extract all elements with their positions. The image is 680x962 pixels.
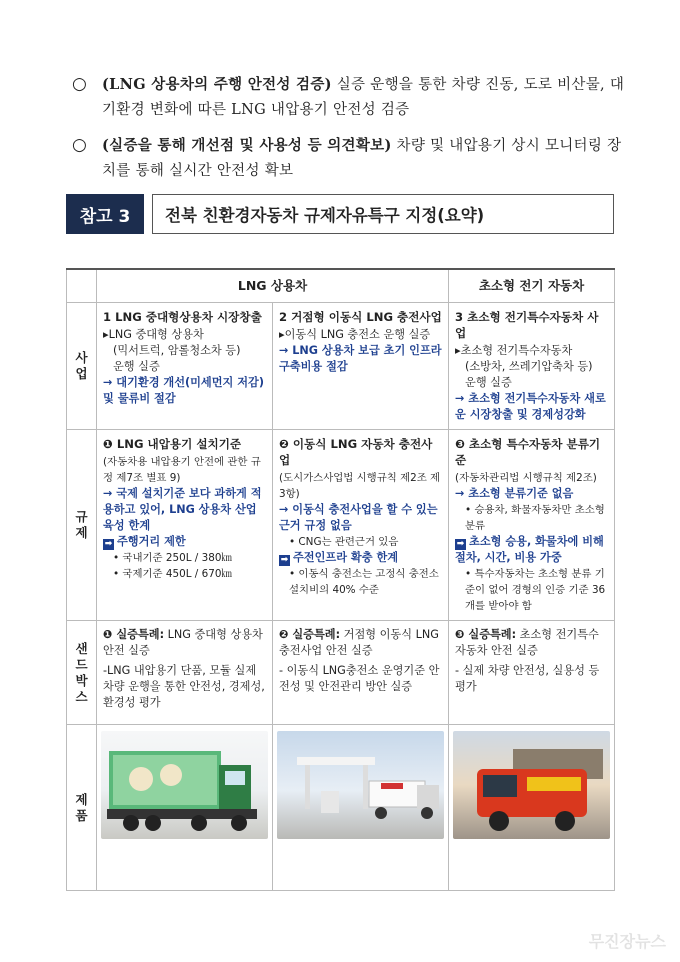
- intro-bullet-1: [72, 72, 632, 123]
- row-label: 사업: [67, 303, 97, 430]
- cell-bullet: • 승용차, 화물자동차만 초소형 분류: [465, 504, 605, 532]
- cell-title-rest: 초소형 전기특수자동차 안전 실증: [455, 628, 599, 657]
- business-cell-1: [97, 303, 273, 430]
- reference-header: [66, 194, 614, 234]
- cell-line: 운행 실증: [113, 360, 160, 373]
- cell-box-text: 주전인프라 확충 한계: [293, 551, 399, 564]
- cell-text: - 실제 차량 안전성, 실용성 등 평가: [455, 664, 600, 693]
- small-ev-firetruck-photo: [453, 731, 610, 839]
- table-corner: [67, 269, 97, 303]
- intro-bullets: [72, 72, 632, 194]
- business-cell-3: [449, 303, 615, 430]
- cell-title: ❷ 이동식 LNG 자동차 충전사업: [279, 437, 433, 467]
- row-business: [67, 303, 615, 430]
- summary-table: [66, 268, 615, 891]
- cell-title: 3 초소형 전기특수자동차 사업: [455, 310, 599, 340]
- cell-line: ▸초소형 전기특수자동차: [455, 344, 573, 357]
- cell-title: ❶ 실증특례:: [103, 628, 165, 641]
- cell-box-text: 초소형 승용, 화물차에 비해 절차, 시간, 비용 가중: [455, 535, 604, 564]
- lng-station-photo: [277, 731, 444, 839]
- row-sandbox: [67, 621, 615, 725]
- arrow-box-icon: ➡: [280, 555, 289, 565]
- cell-title: ❶ LNG 내압용기 설치기준: [103, 437, 242, 451]
- regulation-cell-1: [97, 430, 273, 621]
- row-label: 제 품: [67, 725, 97, 891]
- product-cell-2: [273, 725, 449, 891]
- cell-title: ❷ 실증특례:: [279, 628, 341, 641]
- cell-arrow-text: → 초소형 전기특수자동차 새로운 시장창출 및 경제성강화: [455, 392, 606, 421]
- bullet-heading: (LNG 상용차의 주행 안전성 검증): [102, 76, 332, 93]
- cell-title: 1 LNG 중대형상용차 시장창출: [103, 310, 262, 324]
- bullet-heading: (실증을 통해 개선점 및 사용성 등 의견확보): [102, 137, 392, 154]
- bullet-mark: ○: [72, 74, 87, 94]
- cell-sub: (도시가스사업법 시행규칙 제2조 제3항): [279, 472, 441, 500]
- cell-bullet: • CNG는 관련근거 있음: [289, 536, 399, 548]
- cell-line: (소방차, 쓰레기압축차 등): [465, 360, 593, 373]
- bullet-text: 차량 및 내압용기 상시 모니터링 장치를 통해 실시간 안전성 확보: [102, 138, 622, 179]
- row-label: 규제: [67, 430, 97, 621]
- regulation-cell-2: [273, 430, 449, 621]
- business-cell-2: [273, 303, 449, 430]
- cell-sub: (자동차관리법 시행규칙 제2조): [455, 472, 597, 484]
- cell-line: ▸LNG 중대형 상용차: [103, 328, 204, 341]
- row-label: 샌드 박스: [67, 621, 97, 725]
- cell-title: ❸ 실증특례:: [455, 628, 517, 641]
- cell-box-text: 주행거리 제한: [117, 535, 186, 548]
- regulation-cell-3: [449, 430, 615, 621]
- product-cell-1: [97, 725, 273, 891]
- cell-title: 2 거점형 이동식 LNG 충전사업: [279, 310, 442, 324]
- cell-text: -LNG 내압용기 단품, 모듈 실제 차량 운행을 통한 안전성, 경제성, 환경성 평가: [103, 664, 265, 709]
- header-lng: LNG 상용차: [97, 269, 449, 303]
- cell-arrow-text: → 이동식 충전사업을 할 수 있는 근거 규정 없음: [279, 503, 438, 532]
- sandbox-cell-3: [449, 621, 615, 725]
- cell-bullet: • 국내기준 250L / 380㎞: [113, 552, 232, 564]
- cell-bullet: • 이동식 충전소는 고정식 충전소 설치비의 40% 수준: [289, 568, 439, 596]
- cell-text: - 이동식 LNG충전소 운영기준 안전성 및 안전관리 방안 실증: [279, 664, 440, 693]
- intro-bullet-2: [72, 133, 632, 184]
- cell-arrow-text: → LNG 상용차 보급 초기 인프라 구축비용 절감: [279, 344, 442, 373]
- cell-bullet: • 특수자동차는 초소형 분류 기준이 없어 경형의 인증 기준 36개를 받아야 함: [465, 568, 606, 612]
- cell-line: 운행 실증: [465, 376, 512, 389]
- cell-title-rest: 거점형 이동식 LNG 충전사업 안전 실증: [279, 628, 439, 657]
- cell-sub: (자동차용 내압용기 안전에 관한 규정 제7조 별표 9): [103, 456, 261, 484]
- lng-truck-photo: [101, 731, 268, 839]
- header-small-ev: 초소형 전기 자동차: [449, 269, 615, 303]
- row-product: [67, 725, 615, 891]
- watermark: 무진장뉴스: [588, 932, 666, 951]
- cell-line: (믹서트럭, 암롤청소차 등): [113, 344, 241, 357]
- cell-arrow-text: → 대기환경 개선(미세먼지 저감) 및 물류비 절감: [103, 376, 264, 405]
- cell-arrow-text: → 초소형 분류기준 없음: [455, 487, 574, 500]
- product-cell-3: [449, 725, 615, 891]
- reference-tag: 참고 3: [66, 194, 144, 234]
- bullet-text: 실증 운행을 통한 차량 진동, 도로 비산물, 대기환경 변화에 따른 LNG 내압용기 안전성 검증: [102, 77, 625, 118]
- arrow-box-icon: ➡: [104, 539, 113, 549]
- sandbox-cell-2: [273, 621, 449, 725]
- cell-line: ▸이동식 LNG 충전소 운행 실증: [279, 328, 431, 341]
- sandbox-cell-1: [97, 621, 273, 725]
- reference-title: 전북 친환경자동차 규제자유특구 지정(요약): [152, 194, 614, 234]
- bullet-mark: ○: [72, 135, 87, 155]
- row-regulation: [67, 430, 615, 621]
- cell-arrow-text: → 국제 설치기준 보다 과하게 적용하고 있어, LNG 상용차 산업육성 한계: [103, 487, 262, 532]
- cell-title: ❸ 초소형 특수자동차 분류기준: [455, 437, 601, 467]
- arrow-box-icon: ➡: [456, 539, 465, 549]
- cell-bullet: • 국제기준 450L / 670㎞: [113, 568, 232, 580]
- cell-title-rest: LNG 중대형 상용차 안전 실증: [103, 628, 263, 657]
